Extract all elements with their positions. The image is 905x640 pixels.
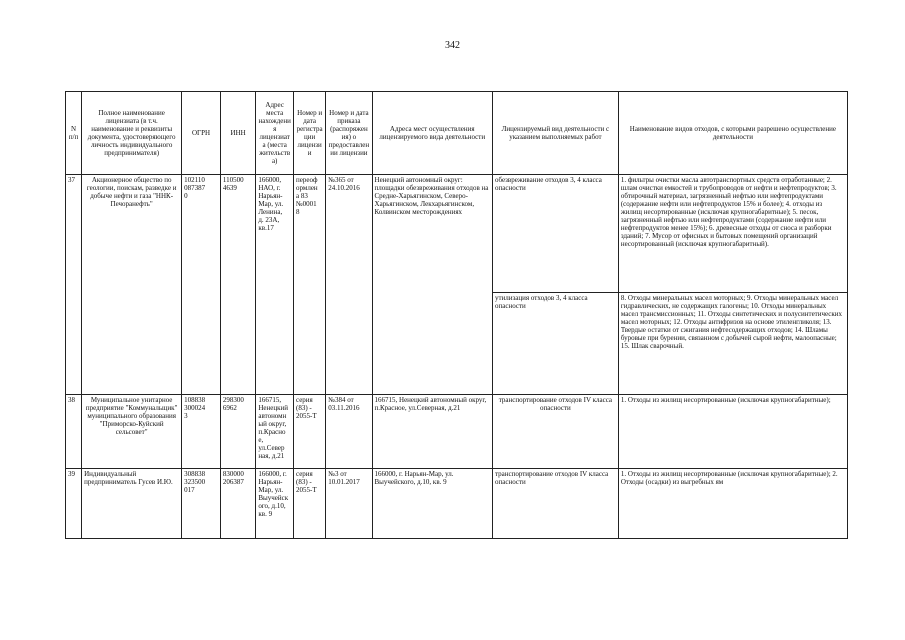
row-waste: 1. Отходы из жилищ несортированные (исключая крупногабаритные);: [618, 395, 847, 469]
row-places: 166715, Ненецкий автономный округ, п.Красное, ул.Северная, д.21: [372, 395, 492, 469]
header-license: Номер и дата регистрации лицензии: [294, 92, 326, 175]
header-inn: ИНН: [220, 92, 255, 175]
row-ogrn: 308838 323500 017: [182, 469, 221, 539]
page-number: 342: [445, 40, 460, 51]
header-name: Полное наименование лицензиата (в т.ч. наименование и реквизиты документа, удостоверяющего личность индивидуального предпринимателя): [82, 92, 182, 175]
row-waste: 1. Отходы из жилищ несортированные (исключая крупногабаритные); 2. Отходы (осадки) из выгребных ям: [618, 469, 847, 539]
row-waste: 8. Отходы минеральных масел моторных; 9. Отходы минеральных масел гидравлических, не содержащих галогены; 10. Отходы минеральных масел трансмиссионных; 11. Отходы синтетических и полусинтетических масел моторных; 12. Отходы антифризов на основе этиленгликоля; 13. Твердые остатки от сжигания нефтесодержащих отходов; 14. Шламы буровые при бурении, связанном с добычей сырой нефти, малоопасные; 15. Шлак сварочный.: [618, 293, 847, 395]
table-row: [66, 469, 848, 539]
row-license: переоф ормлен а 83 №0001 8: [294, 175, 326, 395]
table-header-row: [66, 92, 848, 175]
row-activity: утилизация отходов 3, 4 класса опасности: [492, 293, 618, 395]
row-license: серия (83) - 2055-Т: [294, 469, 326, 539]
row-name: Акционерное общество по геологии, поискам, разведке и добыче нефти и газа "ННК-Печоранефть": [82, 175, 182, 395]
header-num: N п/п: [66, 92, 82, 175]
row-order: №365 от 24.10.2016: [326, 175, 372, 395]
row-ogrn: 102110 087387 0: [182, 175, 221, 395]
row-num: 39: [66, 469, 82, 539]
row-order: №384 от 03.11.2016: [326, 395, 372, 469]
row-order: №3 от 10.01.2017: [326, 469, 372, 539]
row-activity: обезвреживание отходов 3, 4 класса опасности: [492, 175, 618, 293]
row-places: Ненецкий автономный округ: площадки обезвреживания отходов на Средне-Харьягинском, Северо-Харьягинском, Лекхарьягинском, Колвинском месторождениях: [372, 175, 492, 395]
row-num: 37: [66, 175, 82, 395]
row-activity: транспортирование отходов IV класса опасности: [492, 395, 618, 469]
row-name: Муниципальное унитарное предприятие "Коммунальщик" муниципального образования "Приморско-Куйский сельсовет": [82, 395, 182, 469]
header-address: Адрес места нахождения лицензиата (места жительства): [256, 92, 294, 175]
row-num: 38: [66, 395, 82, 469]
row-inn: 830000 206387: [220, 469, 255, 539]
row-address: 166000, г. Нарьян- Мар, ул. Выучейск ого, д.10, кв. 9: [256, 469, 294, 539]
row-address: 166000, НАО, г. Нарьян- Мар, ул. Ленина, д. 23А, кв.17: [256, 175, 294, 395]
header-waste: Наименование видов отходов, с которыми разрешено осуществление деятельности: [618, 92, 847, 175]
row-inn: 298300 6962: [220, 395, 255, 469]
table-row: [66, 175, 848, 293]
table-row: [66, 395, 848, 469]
row-address: 166715, Ненецкий автономн ый округ, п.Красно е, ул.Север ная, д.21: [256, 395, 294, 469]
header-order: Номер и дата приказа (распоряжения) о предоставлении лицензии: [326, 92, 372, 175]
license-registry-table: [65, 91, 848, 539]
header-places: Адреса мест осуществления лицензируемого вида деятельности: [372, 92, 492, 175]
row-places: 166000, г. Нарьян-Мар, ул. Выучейского, д.10, кв. 9: [372, 469, 492, 539]
header-activity: Лицензируемый вид деятельности с указанием выполняемых работ: [492, 92, 618, 175]
row-waste: 1. фильтры очистки масла автотранспортных средств отработанные; 2. шлам очистки емкостей и трубопроводов от нефти и нефтепродуктов; 3. обтирочный материал, загрязненный нефтью или нефтепродуктами (содержание нефти или нефтепродуктов 15% и более); 4. отходы из жилищ несортированные (исключая крупногабаритные); 5. песок, загрязненный нефтью или нефтепродуктами (содержание нефти или нефтепродуктов менее 15%); 6. древесные отходы от сноса и разборки зданий; 7. Мусор от офисных и бытовых помещений организаций несортированный (исключая крупногабаритный).: [618, 175, 847, 293]
row-inn: 110500 4639: [220, 175, 255, 395]
row-license: серия (83) - 2055-Т: [294, 395, 326, 469]
row-activity: транспортирование отходов IV класса опасности: [492, 469, 618, 539]
row-ogrn: 108838 300024 3: [182, 395, 221, 469]
row-name: Индивидуальный предприниматель Гусев И.Ю.: [82, 469, 182, 539]
header-ogrn: ОГРН: [182, 92, 221, 175]
